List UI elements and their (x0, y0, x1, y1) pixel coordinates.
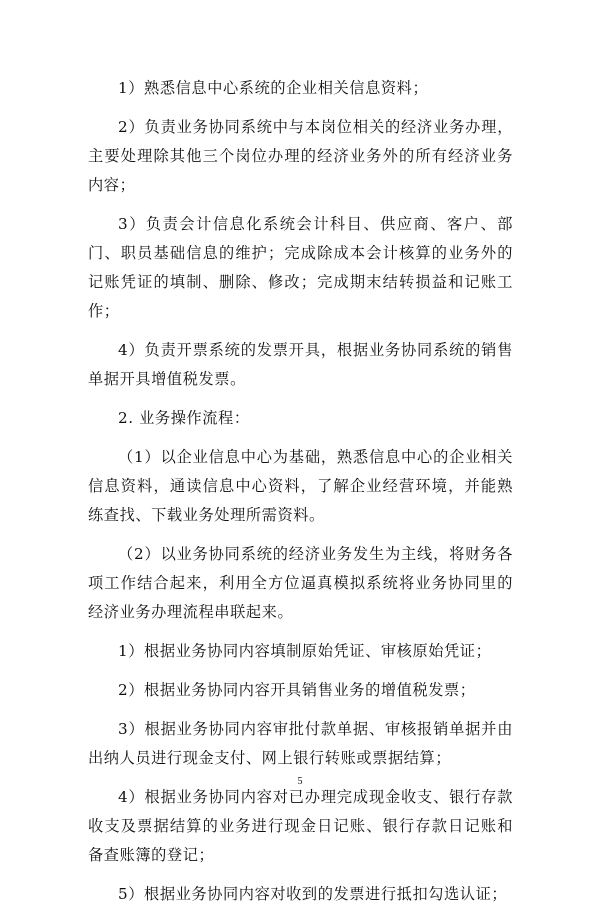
paragraph-substep-3: 3）根据业务协同内容审批付款单据、审核报销单据并由出纳人员进行现金支付、网上银行转账或票据结算； (88, 720, 513, 767)
paragraph-item-3: 3）负责会计信息化系统会计科目、供应商、客户、部门、职员基础信息的维护；完成除成本会计核算的业务外的记账凭证的填制、删除、修改；完成期末结转损益和记账工作； (88, 215, 513, 320)
paragraph-step-1: （1）以企业信息中心为基础，熟悉信息中心的企业相关信息资料，通读信息中心资料，了解企业经营环境，并能熟练查找、下载业务处理所需资料。 (88, 448, 513, 524)
document-body (88, 74, 513, 919)
paragraph-substep-1: 1）根据业务协同内容填制原始凭证、审核原始凭证； (118, 642, 492, 660)
paragraph-item-1: 1）熟悉信息中心系统的企业相关信息资料； (118, 79, 429, 97)
paragraph-item-4: 4）负责开票系统的发票开具，根据业务协同系统的销售单据开具增值税发票。 (88, 341, 513, 388)
paragraph-substep-4: 4）根据业务协同内容对已办理完成现金收支、银行存款收支及票据结算的业务进行现金日记账、银行存款日记账和备查账簿的登记； (88, 788, 513, 864)
paragraph-substep-2: 2）根据业务协同内容开具销售业务的增值税发票； (118, 681, 476, 699)
section-heading: 2. 业务操作流程： (118, 409, 250, 427)
paragraph-substep-5: 5）根据业务协同内容对收到的发票进行抵扣勾选认证； (118, 885, 508, 903)
paragraph-item-2: 2）负责业务协同系统中与本岗位相关的经济业务办理，主要处理除其他三个岗位办理的经济业务外的所有经济业务内容； (88, 118, 513, 194)
paragraph-step-2: （2）以业务协同系统的经济业务发生为主线，将财务各项工作结合起来，利用全方位逼真模拟系统将业务协同里的经济业务办理流程串联起来。 (88, 545, 513, 621)
page-number: 5 (297, 776, 303, 787)
